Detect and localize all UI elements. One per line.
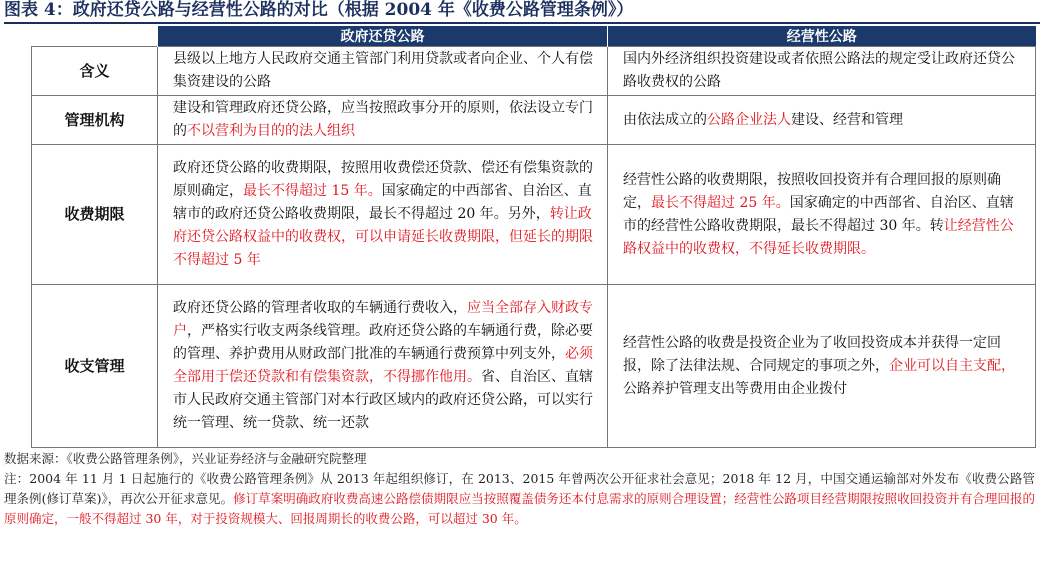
text-run: 建设、经营和管理 — [791, 111, 903, 128]
cell-gov-management — [158, 96, 608, 145]
highlighted-text: 让经营性公路权益中的收费权，不得延长收费期限。 — [623, 217, 1014, 257]
figure-title: 图表 4：政府还贷公路与经营性公路的对比（根据 2004 年《收费公路管理条例》） — [4, 0, 634, 20]
text-run: 国家确定的中西部省、自治区、直辖市的经营性公路收费期限，最长不得超过 30 年。转 — [623, 194, 1014, 234]
text-run: 建设和管理政府还贷公路，应当按照政事分开的原则，依法设立专门的 — [173, 100, 593, 139]
note-paragraph — [4, 469, 1035, 529]
row-label-toll-period: 收费期限 — [32, 145, 158, 285]
row-finance — [32, 285, 1036, 448]
row-label-management: 管理机构 — [32, 96, 158, 145]
highlighted-text: 最长不得超过 25 年。 — [651, 194, 790, 211]
row-label-meaning: 含义 — [32, 47, 158, 96]
text-run: 政府还贷公路的收费期限，按照用收费偿还贷款、偿还有偿集资款的原则确定， — [173, 160, 593, 199]
highlighted-text: 最长不得超过 15 年。 — [243, 183, 382, 199]
text-run: 政府还贷公路的管理者收取的车辆通行费收入， — [173, 300, 467, 316]
cell-biz-management — [608, 96, 1036, 145]
cell-biz-meaning — [608, 47, 1036, 96]
cell-gov-meaning — [158, 47, 608, 96]
text-run: 省、自治区、直辖市人民政府交通主管部门对本行政区域内的政府还贷公路，可以实行统一管理、统一贷款、统一还款 — [173, 369, 593, 431]
text-run: 由依法成立的 — [623, 111, 707, 128]
text-run: 县级以上地方人民政府交通主管部门利用贷款或者向企业、个人有偿集资建设的公路 — [173, 51, 593, 90]
highlighted-text: 不以营利为目的的法人组织 — [187, 123, 355, 139]
row-management — [32, 96, 1036, 145]
header-toll-road: 经营性公路 — [608, 26, 1036, 47]
highlighted-text: 修订草案明确政府收费高速公路偿债期限应当按照覆盖债务还本付息需求的原则合理设置；经营性公路项目经营期限按照收回投资并有合理回报的原则确定，一般不得超过 30 年，对于投资规模大、回报周期长的收费公路，可以超过 30 年。 — [4, 491, 1035, 526]
row-label-finance: 收支管理 — [32, 285, 158, 448]
row-meaning — [32, 47, 1036, 96]
cell-gov-toll-period — [158, 145, 608, 285]
row-toll-period — [32, 145, 1036, 285]
text-run: ，严格实行收支两条线管理。政府还贷公路的车辆通行费，除必要的管理、养护费用从财政部门批准的车辆通行费预算中列支外， — [173, 323, 593, 362]
text-run: 公路养护管理支出等费用由企业拨付 — [623, 380, 847, 397]
cell-biz-finance — [608, 285, 1036, 448]
header-corner — [32, 26, 158, 47]
highlighted-text: 企业可以自主支配， — [889, 357, 1015, 374]
table-header-row — [32, 26, 1036, 47]
text-run: 注：2004 年 11 月 1 日起施行的《收费公路管理条例》从 2013 年起组织修订，在 2013、2015 年曾两次公开征求社会意见；2018 年 12 月，中国交通运输部对外发布《收费公路管理条例(修订草案)》，再次公开征求意见。 — [4, 471, 1035, 506]
title-rule — [4, 22, 1040, 24]
text-run: 国家确定的中西部省、自治区、直辖市的政府还贷公路收费期限，最长不得超过 20 年。另外， — [173, 183, 592, 222]
highlighted-text: 必须全部用于偿还贷款和有偿集资款，不得挪作他用。 — [173, 346, 593, 385]
text-run: 国内外经济组织投资建设或者依照公路法的规定受让政府还贷公路收费权的公路 — [623, 51, 1015, 90]
footnotes — [4, 449, 1035, 529]
comparison-table — [31, 26, 1036, 448]
cell-gov-finance — [158, 285, 608, 448]
cell-biz-toll-period — [608, 145, 1036, 285]
header-gov-road: 政府还贷公路 — [158, 26, 608, 47]
source-line: 数据来源：《收费公路管理条例》，兴业证券经济与金融研究院整理 — [4, 451, 367, 466]
highlighted-text: 应当全部存入财政专户 — [173, 300, 593, 339]
highlighted-text: 转让政府还贷公路权益中的收费权，可以申请延长收费期限，但延长的期限不得超过 5 年 — [173, 206, 593, 268]
text-run: 经营性公路的收费期限，按照收回投资并有合理回报的原则确定， — [623, 171, 1001, 211]
highlighted-text: 公路企业法人 — [707, 111, 791, 128]
text-run: 经营性公路的收费是投资企业为了收回投资成本并获得一定回报，除了法律法规、合同规定的事项之外， — [623, 334, 1001, 374]
